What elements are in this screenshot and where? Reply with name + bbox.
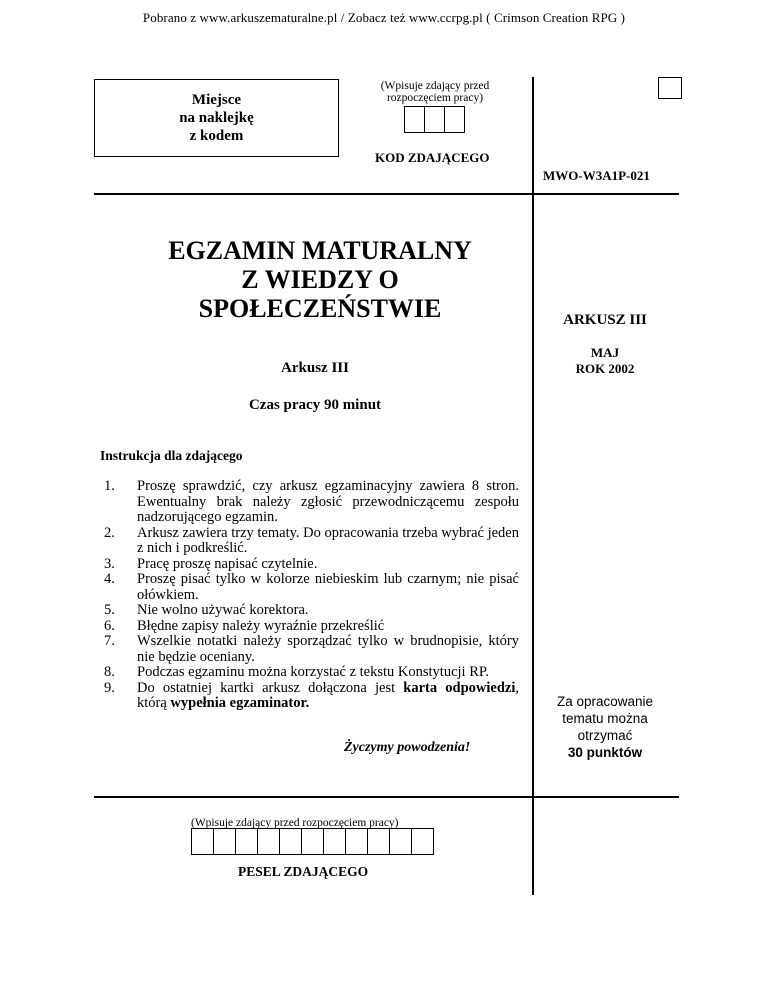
pesel-note: (Wpisuje zdający przed rozpoczęciem pracy) [191, 817, 399, 829]
student-code-cell[interactable] [444, 106, 465, 133]
title-line3: SPOŁECZEŃSTWIE [198, 294, 442, 323]
scoring-info [534, 693, 676, 761]
student-code-input[interactable] [404, 106, 465, 133]
sheet-subtitle: Arkusz III [281, 360, 349, 376]
pesel-cell[interactable] [367, 828, 390, 855]
vertical-divider [532, 77, 534, 895]
scoring-points: 30 punktów [567, 745, 643, 760]
instructions-heading: Instrukcja dla zdającego [100, 448, 243, 463]
instruction-emphasis: karta odpowiedzi [403, 679, 516, 696]
sticker-placeholder-box [94, 79, 339, 157]
instruction-number: 5. [104, 602, 115, 618]
sheet-label-right: ARKUSZ III [563, 312, 647, 328]
instruction-number: 7. [104, 633, 115, 649]
instruction-number: 9. [104, 679, 115, 696]
instruction-text: Podczas egzaminu można korzystać z tekstu Konstytucji RP. [137, 664, 489, 680]
exam-duration: Czas pracy 90 minut [248, 397, 382, 413]
instruction-item [104, 665, 519, 681]
instruction-number: 8. [104, 664, 115, 680]
scoring-line2: tematu można [562, 711, 648, 726]
instruction-text: Arkusz zawiera trzy tematy. Do opracowania trzeba wybrać jeden z nich i podkreślić. [137, 524, 519, 556]
instruction-item [104, 557, 519, 573]
corner-checkbox[interactable] [658, 77, 682, 99]
instruction-number: 4. [104, 571, 115, 587]
instruction-text: , którą [137, 679, 519, 711]
student-code-cell[interactable] [424, 106, 445, 133]
exam-code: MWO-W3A1P-021 [543, 168, 650, 183]
instruction-text: Proszę pisać tylko w kolorze niebieskim lub czarnym; nie pisać ołówkiem. [137, 571, 519, 603]
instruction-item [104, 526, 519, 557]
instruction-item [104, 603, 519, 619]
instruction-text: Pracę proszę napisać czytelnie. [137, 555, 318, 572]
instruction-number: 2. [104, 524, 115, 541]
student-code-cell[interactable] [404, 106, 425, 133]
instruction-number: 6. [104, 617, 115, 634]
good-luck-wish: Życzymy powodzenia! [344, 740, 471, 755]
instruction-text: Błędne zapisy należy wyraźnie przekreślić [137, 617, 385, 634]
source-header: Pobrano z www.arkuszematuralne.pl / Zobacz też www.ccrpg.pl ( Crimson Creation RPG ) [142, 10, 626, 25]
instruction-item [104, 572, 519, 603]
pesel-cell[interactable] [235, 828, 258, 855]
sticker-label-line2: na naklejkę [179, 110, 254, 126]
instruction-emphasis: wypełnia egzaminator. [170, 695, 310, 711]
student-code-label: KOD ZDAJĄCEGO [375, 150, 490, 165]
pesel-cell[interactable] [257, 828, 280, 855]
pesel-label: PESEL ZDAJĄCEGO [238, 864, 369, 879]
student-code-note-line2: rozpoczęciem pracy) [386, 92, 484, 104]
instruction-item [104, 634, 519, 665]
instruction-text: Proszę sprawdzić, czy arkusz egzaminacyjny zawiera 8 stron. Ewentualny brak należy zgłosić przewodniczącemu zespołu nadzorującego egzamin. [137, 478, 519, 525]
instruction-number: 3. [104, 555, 115, 572]
session-month: MAJ [590, 345, 620, 360]
title-line2: Z WIEDZY O [241, 265, 399, 294]
pesel-cell[interactable] [191, 828, 214, 855]
instruction-text: Wszelkie notatki należy sporządzać tylko w brudnopisie, który nie będzie oceniany. [137, 633, 519, 665]
session-year: ROK 2002 [575, 361, 635, 376]
instructions-list [104, 479, 519, 712]
instruction-number: 1. [104, 478, 115, 494]
pesel-cell[interactable] [213, 828, 236, 855]
instruction-item [104, 619, 519, 635]
sticker-label-line3: z kodem [189, 128, 244, 144]
pesel-input[interactable] [191, 828, 434, 855]
instruction-text: Nie wolno używać korektora. [137, 602, 309, 618]
student-code-note [360, 80, 510, 104]
pesel-cell[interactable] [345, 828, 368, 855]
instruction-item [104, 681, 519, 712]
instruction-text: Do ostatniej kartki arkusz dołączona jest [137, 679, 404, 696]
bottom-divider [94, 796, 679, 798]
header-divider [94, 193, 679, 195]
pesel-cell[interactable] [301, 828, 324, 855]
exam-title [120, 236, 520, 323]
sticker-label-line1: Miejsce [191, 92, 242, 108]
session-info [534, 345, 676, 377]
pesel-cell[interactable] [279, 828, 302, 855]
pesel-cell[interactable] [411, 828, 434, 855]
scoring-line3: otrzymać [577, 728, 633, 743]
pesel-cell[interactable] [389, 828, 412, 855]
student-code-note-line1: (Wpisuje zdający przed [380, 80, 490, 92]
scoring-line1: Za opracowanie [556, 694, 654, 709]
pesel-cell[interactable] [323, 828, 346, 855]
title-line1: EGZAMIN MATURALNY [168, 236, 472, 265]
instruction-item [104, 479, 519, 526]
